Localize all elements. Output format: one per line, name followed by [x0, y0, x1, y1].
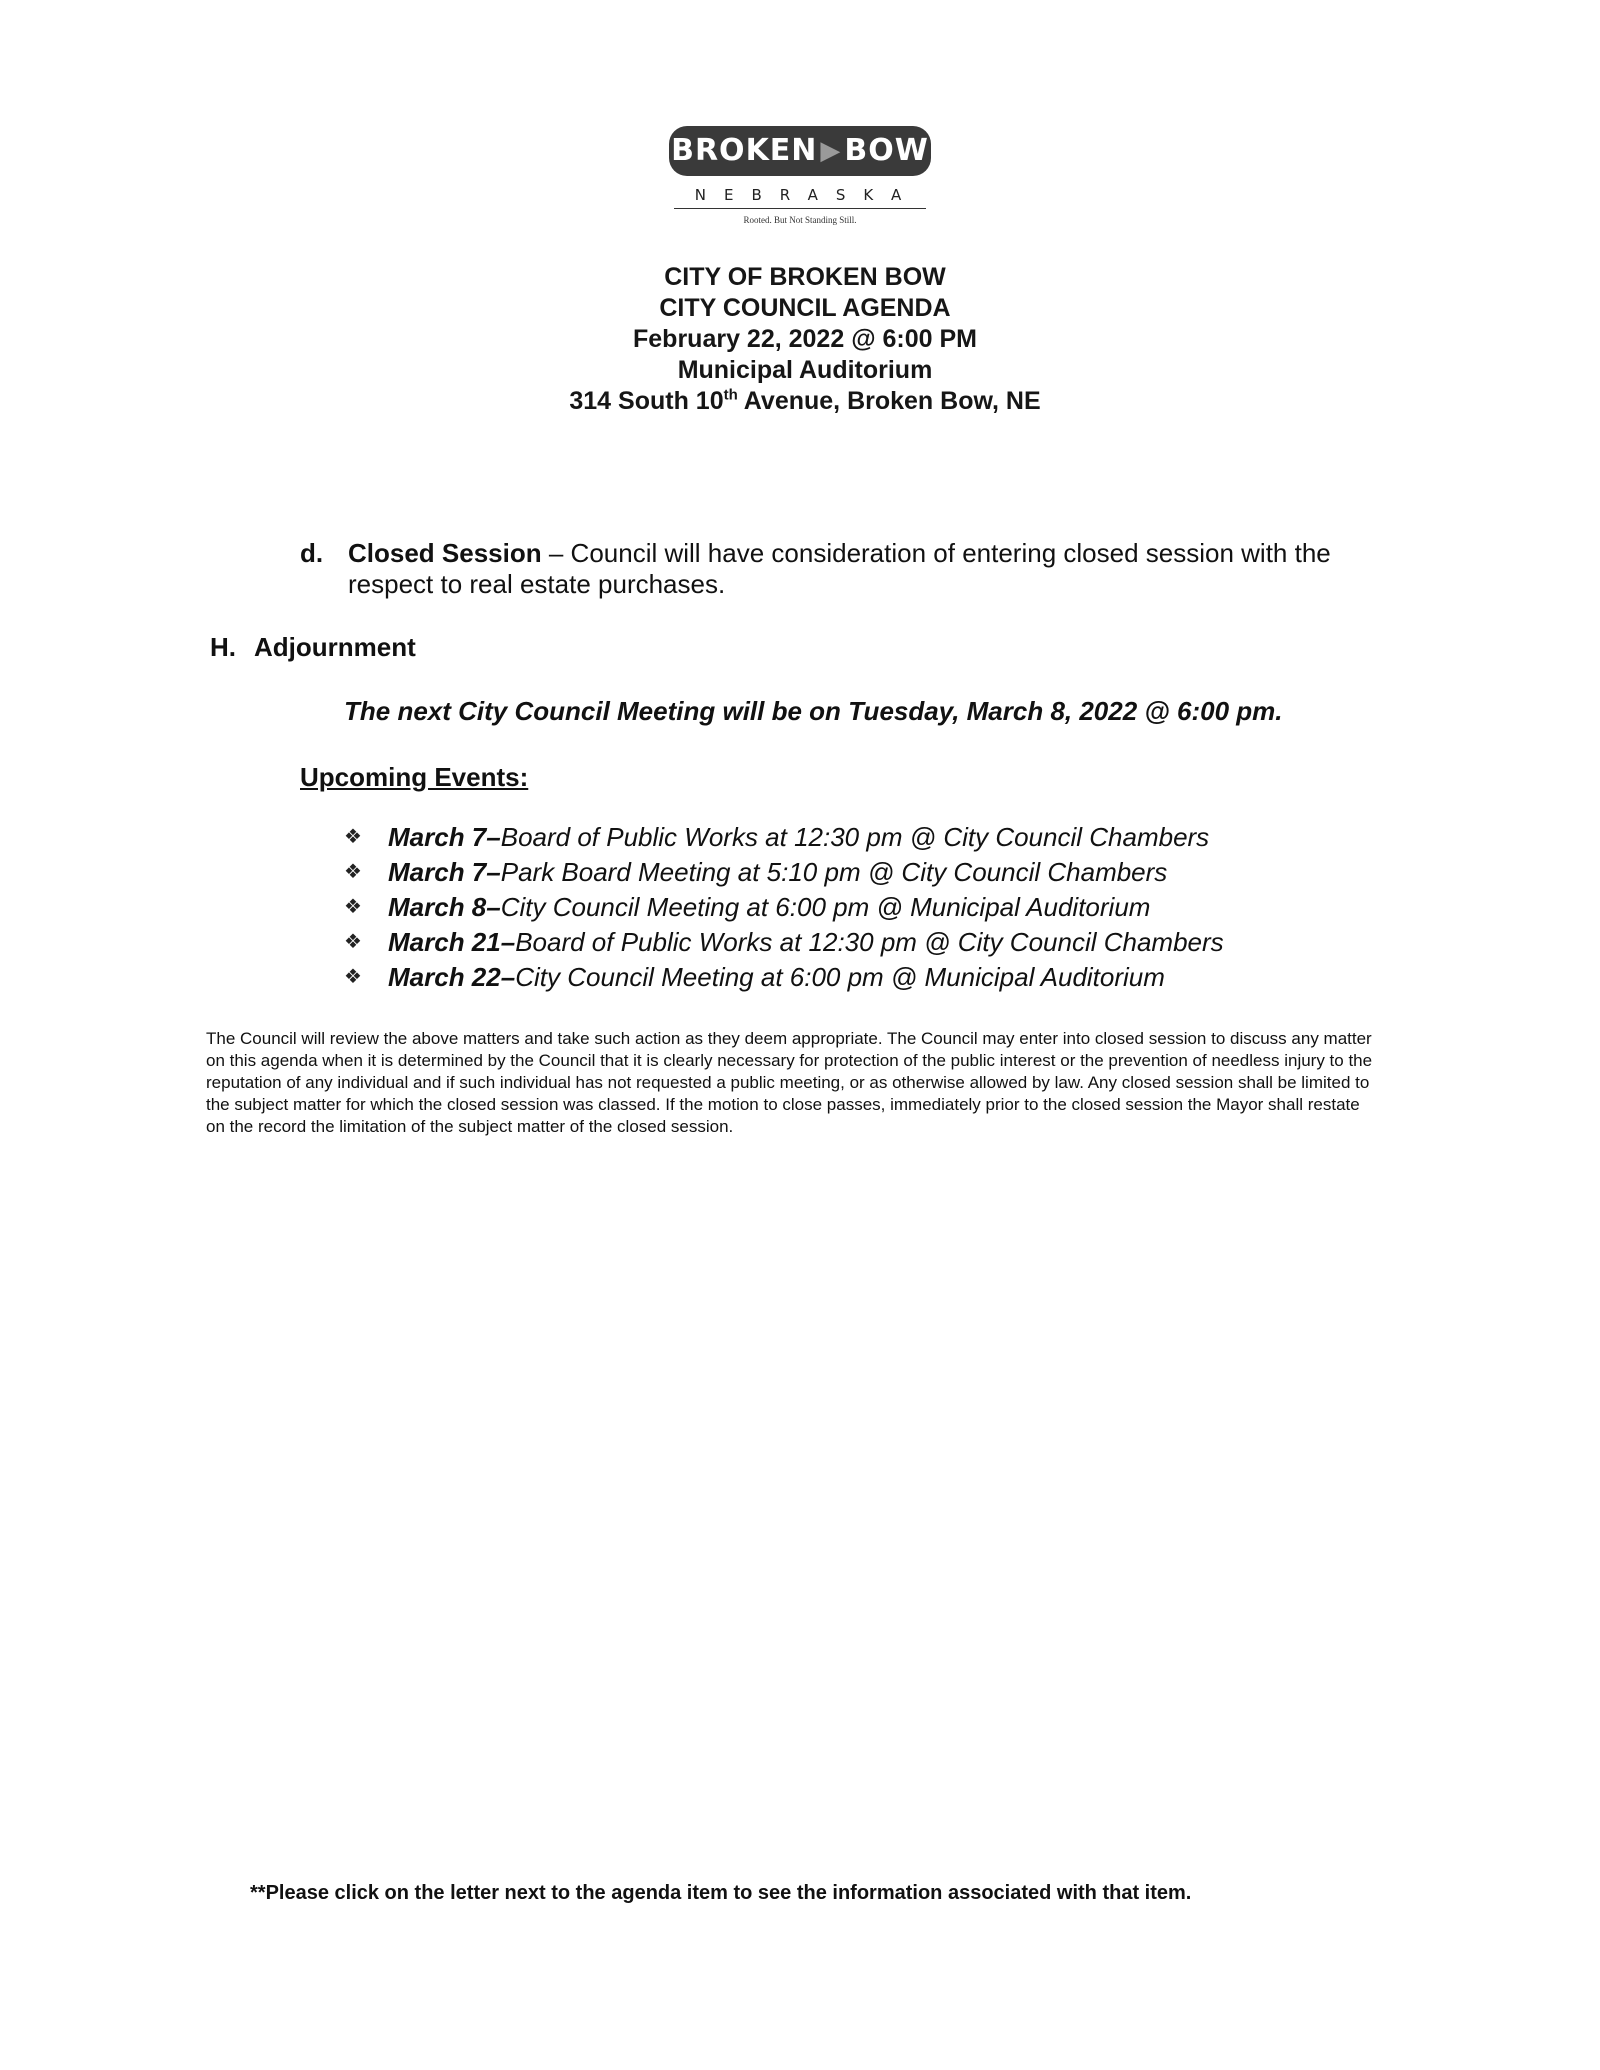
header-address [400, 386, 1210, 417]
diamond-bullet-icon: ❖ [344, 966, 362, 988]
header-title: CITY COUNCIL AGENDA [659, 294, 951, 322]
event-description: Board of Public Works at 12:30 pm @ City Council Chambers [500, 822, 1210, 852]
event-description: City Council Meeting at 6:00 pm @ Municipal Auditorium [515, 962, 1165, 992]
event-description: City Council Meeting at 6:00 pm @ Municipal Auditorium [500, 892, 1151, 922]
upcoming-events-heading: Upcoming Events: [300, 762, 529, 792]
event-item [344, 960, 1224, 995]
agenda-item-d-separator: – [541, 538, 571, 568]
event-item [344, 925, 1224, 960]
event-dash: – [500, 962, 516, 992]
event-date: March 7 [388, 857, 487, 887]
city-logo [660, 126, 940, 225]
logo-tagline: Rooted. But Not Standing Still. [743, 215, 857, 225]
address-prefix: 314 South 10 [569, 387, 724, 415]
header-venue: Municipal Auditorium [677, 356, 933, 384]
event-date: March 8 [388, 892, 487, 922]
logo-word-right: BOW [844, 133, 929, 168]
next-meeting-notice: The next City Council Meeting will be on Tuesday, March 8, 2022 @ 6:00 pm. [344, 696, 1283, 726]
footer-instruction-note: **Please click on the letter next to the agenda item to see the information associated with that item. [250, 1882, 1192, 1904]
event-item [344, 890, 1224, 925]
agenda-item-h-title: Adjournment [254, 632, 416, 662]
agenda-item-letter-d[interactable]: d. [300, 538, 324, 568]
upcoming-events-list [344, 820, 1224, 995]
header-date: February 22, 2022 @ 6:00 PM [633, 325, 977, 353]
diamond-bullet-icon: ❖ [344, 931, 362, 953]
header-city: CITY OF BROKEN BOW [664, 263, 946, 291]
agenda-item-d [300, 538, 1360, 600]
address-ordinal: th [723, 386, 738, 404]
event-item [344, 855, 1224, 890]
event-date: March 7 [388, 822, 487, 852]
logo-word-left: BROKEN [671, 133, 818, 168]
logo-plate [669, 126, 931, 176]
diamond-bullet-icon: ❖ [344, 861, 362, 883]
diamond-bullet-icon: ❖ [344, 826, 362, 848]
agenda-header [400, 262, 1210, 417]
event-description: Park Board Meeting at 5:10 pm @ City Council Chambers [500, 857, 1168, 887]
event-dash: – [486, 857, 501, 887]
logo-state: NEBRASKA [694, 186, 920, 204]
agenda-item-letter-h[interactable]: H. [210, 632, 236, 662]
logo-divider [674, 208, 926, 209]
agenda-item-d-title: Closed Session [348, 538, 542, 568]
agenda-item-d-text [348, 538, 1360, 600]
event-item [344, 820, 1224, 855]
event-description: Board of Public Works at 12:30 pm @ City Council Chambers [515, 927, 1224, 957]
agenda-item-d-description: Council will have consideration of entering closed session with the respect to real estate purchases. [348, 538, 1331, 599]
event-dash: – [486, 822, 501, 852]
event-date: March 22 [388, 962, 501, 992]
arrow-icon: ▶ [820, 136, 842, 166]
event-dash: – [500, 927, 516, 957]
address-suffix: Avenue, Broken Bow, NE [737, 387, 1041, 415]
closed-session-disclaimer: The Council will review the above matters and take such action as they deem appropriate. The Council may enter into closed session to discuss any matter on this agenda when it is determined by the Council that it is clearly necessary for protection of the public interest or the prevention of needless injury to the reputation of any individual and if such individual has not requested a public meeting, or as otherwise allowed by law. Any closed session shall be limited to the subject matter for which the closed session was classed. If the motion to close passes, immediately prior to the closed session the Mayor shall restate on the record the limitation of the subject matter of the closed session. [206, 1029, 1373, 1136]
diamond-bullet-icon: ❖ [344, 896, 362, 918]
event-date: March 21 [388, 927, 501, 957]
event-dash: – [486, 892, 501, 922]
agenda-item-h [210, 632, 416, 663]
